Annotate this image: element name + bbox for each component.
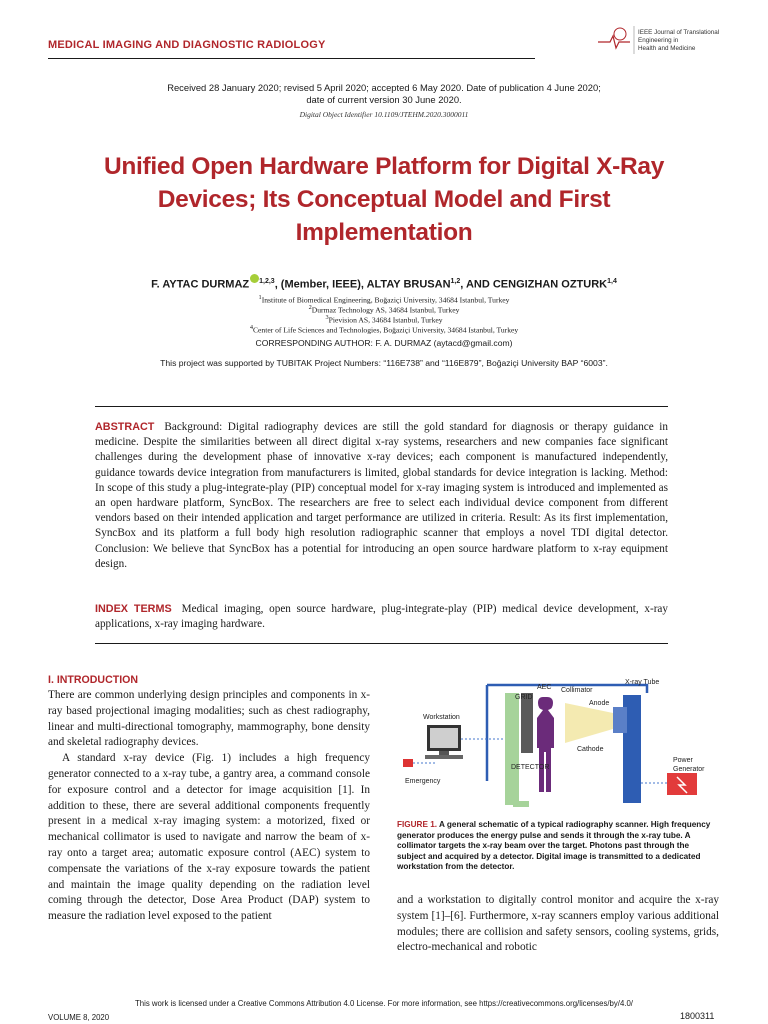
abstract-bottom-rule [95,643,668,644]
license-footer: This work is licensed under a Creative Commons Attribution 4.0 License. For more information, see https://creativecommons.org/licenses/by/4.0/ [135,999,633,1008]
grid-panel [521,693,533,753]
figure-caption-text: A general schematic of a typical radiography scanner. High frequency generator produces the energy pulse and sends it through the x-ray tube. A collimator targets the x-ray beam over the target. Photons past through the subject and acquired by a detector. Digital image is transmitted to a dedicated workstation from the detector. [397,820,711,872]
detector-column [505,693,519,805]
author-affil-sup: 1,2 [450,278,461,285]
figure-caption [397,820,719,873]
figure-label: Power [673,757,693,764]
orcid-icon[interactable] [250,274,259,283]
xray-tube-housing [613,707,627,733]
body-column-left [48,688,370,925]
body-column-right: and a workstation to digitally control monitor and acquire the x-ray system [1]–[6]. Furthermore, x-ray scanners employ various additional modules; there are collision and safety sensors, cooling systems, grids, electro-mechanical and robotic [397,894,719,954]
figure-label: X-ray Tube [625,679,660,686]
author-affil-sup: 1,4 [607,278,617,285]
volume-info: VOLUME 8, 2020 [48,1013,110,1022]
figure-label: Emergency [405,778,441,785]
journal-line: IEEE Journal of Translational [638,29,720,36]
figure-label: Cathode [577,746,604,753]
affiliation: $^2$Durmaz Technology AS, 34684 Istanbul, Turkey [308,304,460,315]
author-name: F. AYTAC DURMAZ [151,278,250,291]
abstract-top-rule [95,406,668,407]
paragraph: A standard x-ray device (Fig. 1) includes a high frequency generator connected to a x-ray tube, a gantry area, a command console for exposure control and a detector for image acquisition [1]. In addition to these, there are several additional components frequently present in a medical x-ray imaging system: a motorized, fixed or mechanical collimator is used to navigate and narrow the beam of x-ray onto a target area; automatic exposure control (AEC) system to compensate the variations of the x-ray exposure towards the patient and maintain the image quality depending on the radiation level coming through the detector, Dose Area Product (DAP) system to measure the radiation level exposed to the patient [48,752,370,923]
affiliation: $^1$Institute of Biomedical Engineering, Boğaziçi University, 34684 Istanbul, Turkey [258,294,510,305]
emergency-button-icon [403,759,413,767]
author-affil-sup: 1,2,3 [259,278,275,285]
abstract-text: Background: Digital radiography devices are still the gold standard for diagnosis or therapy guidance in medicine. Despite the similarities between all direct digital x-ray systems, researchers and new companies face significant challenges during the development phase of innovative x-ray devices; each component is manufactured independently, guidance towards device integration from manufacturers is limited, global standards for device integration is lacking. Method: In scope of this study a plug-integrate-play (PIP) conceptual model for x-ray imaging system is introduced and implemented as an open hardware platform, SyncBox. The researchers are free to select each individual device component from different vendors based on their intended application and target performance are utilized in criteria. Result: As its first implementation, SyncBox and its platform a full body high resolution radiographic scanner that employs a novel TDI digital detector. Conclusion: We believe that SyncBox has a potential for introducing an open source hardware platform to x-ray equipment design. [95,421,668,570]
figure-label: DETECTOR [511,764,550,771]
index-terms-text: Medical imaging, open source hardware, plug-integrate-play (PIP) medical device development, x-ray applications, x-ray imaging hardware. [95,603,668,631]
paper-title: Unified Open Hardware Platform for Digital X-Ray Devices; Its Conceptual Model and First Implementation [103,153,665,246]
abstract [95,420,668,572]
author-name: , AND CENGIZHAN OZTURK [460,278,608,291]
xray-schematic-figure [397,673,719,813]
author-name: , (Member, IEEE), ALTAY BRUSAN [274,278,451,291]
figure-label: Anode [589,700,610,707]
section-heading: I. INTRODUCTION [48,674,139,686]
received-dates: Received 28 January 2020; revised 5 April 2020; accepted 6 May 2020. Date of publication 4 June 2020; [167,82,601,93]
affiliation: $^3$Pievision AS, 34684 Istanbul, Turkey [325,314,443,325]
corresponding-author: CORRESPONDING AUTHOR: F. A. DURMAZ (aytacd@gmail.com) [255,338,513,348]
journal-line: Engineering in [638,37,679,44]
figure-label: Workstation [423,714,460,721]
current-version-date: date of current version 30 June 2020. [306,94,462,105]
figure-label: Collimator [561,687,593,694]
section-category: MEDICAL IMAGING AND DIAGNOSTIC RADIOLOGY [48,39,326,51]
index-terms [95,602,668,632]
header-rule [48,58,535,59]
author-list [60,274,708,291]
doi: Digital Object Identifier 10.1109/JTEHM.2020.3000011 [299,110,469,119]
page-number: 1800311 [680,1011,715,1021]
figure-label: AEC [537,684,552,691]
power-generator [667,773,697,795]
figure-label: GRID [515,694,533,701]
journal-line: Health and Medicine [638,45,696,52]
index-terms-label: INDEX TERMS [95,603,172,615]
journal-name [638,29,719,53]
affiliation: $^4$Center of Life Sciences and Technologies, Boğaziçi University, 34684 Istanbul, Turkey [249,324,519,335]
figure-label: Generator [673,766,705,773]
figure-caption-label: FIGURE 1. [397,820,438,829]
paragraph: There are common underlying design principles and components in x-ray based projectional imaging modalities; such as chest radiography, linear and multi-directional tomography, mammography, bone density and skeletal radiography devices. [48,689,370,749]
abstract-label: ABSTRACT [95,421,155,433]
funding-note: This project was supported by TUBITAK Project Numbers: “116E738” and “116E879”, Boğaziçi University BAP “6003”. [160,358,608,368]
